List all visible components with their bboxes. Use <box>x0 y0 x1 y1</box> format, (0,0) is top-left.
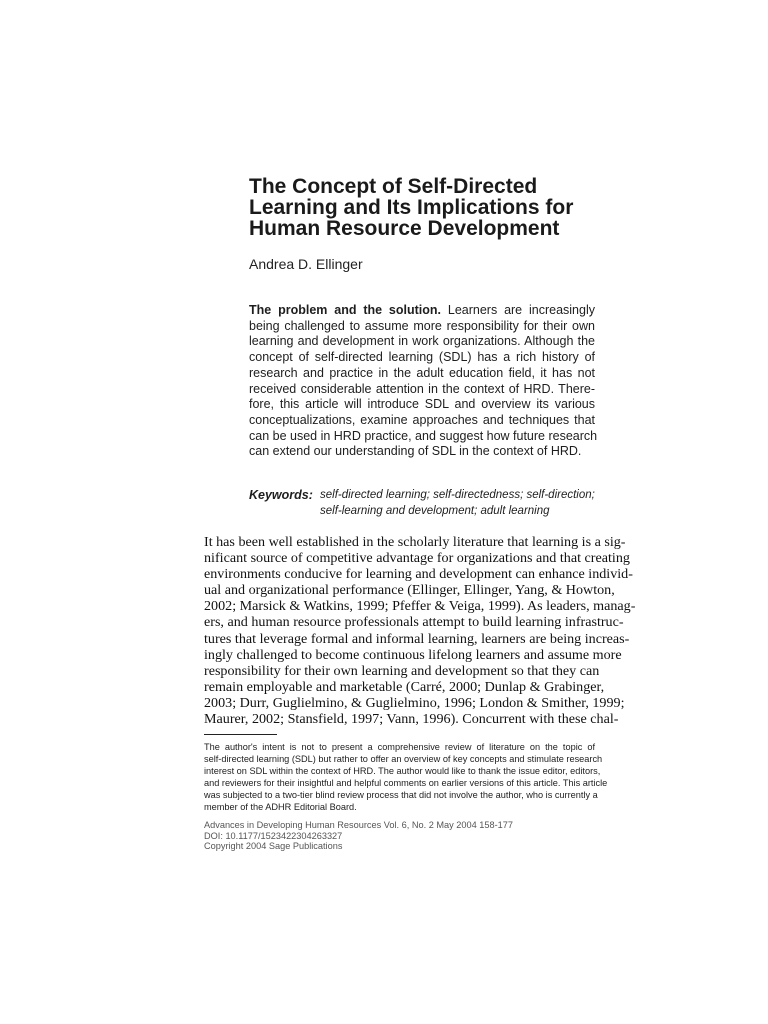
abstract-line: fore, this article will introduce SDL and overview its various <box>249 397 595 412</box>
footnote-line: member of the ADHR Editorial Board. <box>204 802 357 813</box>
abstract-line: can extend our understanding of SDL in the context of HRD. <box>249 444 582 459</box>
abstract-line: research and practice in the adult education field, it has not <box>249 365 595 380</box>
footnote-line: interest on SDL within the context of HRD. The author would like to thank the issue editor, editors, <box>204 766 601 777</box>
footnote-line: was subjected to a two-tier blind review process that did not involve the author, who is currently a <box>204 790 598 801</box>
journal-citation: Advances in Developing Human Resources Vol. 6, No. 2 May 2004 158-177 <box>204 820 513 830</box>
footnote-line: self-directed learning (SDL) but rather to offer an overview of key concepts and stimulate research <box>204 754 603 765</box>
abstract-line <box>249 303 595 319</box>
footnote-line: and reviewers for their insightful and helpful comments on earlier versions of this article. This article <box>204 778 608 789</box>
body-line: 2003; Durr, Guglielmino, & Guglielmino, 1996; London & Smither, 1999; <box>204 694 625 711</box>
abstract-line: being challenged to assume more responsibility for their own <box>249 318 595 333</box>
copyright: Copyright 2004 Sage Publications <box>204 841 343 852</box>
body-line: remain employable and marketable (Carré, 2000; Dunlap & Grabinger, <box>204 678 605 695</box>
abstract-line-text: Learners are increasingly <box>441 303 595 317</box>
body-paragraph <box>204 534 636 728</box>
doi: DOI: 10.1177/1523422304263327 <box>204 830 343 841</box>
footnote-divider <box>204 734 277 735</box>
body-line: environments conducive for learning and development can enhance individ- <box>204 566 633 583</box>
abstract <box>249 303 598 460</box>
body-line: ual and organizational performance (Ellinger, Ellinger, Yang, & Howton, <box>204 582 615 599</box>
body-line: ingly challenged to become continuous lifelong learners and assume more <box>204 646 622 663</box>
body-line: Maurer, 2002; Stansfield, 1997; Vann, 1996). Concurrent with these chal- <box>204 711 619 728</box>
title-line: Learning and Its Implications for <box>249 196 574 219</box>
title-line: Human Resource Development <box>249 217 560 240</box>
footnote <box>204 741 608 814</box>
keywords-line: self-directed learning; self-directedness; self-direction; <box>320 489 595 501</box>
body-line: ers, and human resource professionals attempt to build learning infrastruc- <box>204 614 624 631</box>
article-title <box>249 176 679 239</box>
keywords-label: Keywords: <box>249 488 313 502</box>
body-line: 2002; Marsick & Watkins, 1999; Pfeffer & Veiga, 1999). As leaders, manag- <box>204 598 636 615</box>
body-line: nificant source of competitive advantage for organizations and that creating <box>204 550 630 567</box>
body-line: responsibility for their own learning and development so that they can <box>204 662 600 679</box>
abstract-line: received considerable attention in the context of HRD. There- <box>249 381 595 396</box>
author-name: Andrea D. Ellinger <box>249 256 363 272</box>
body-line: It has been well established in the scholarly literature that learning is a sig- <box>204 534 626 550</box>
abstract-lead: The problem and the solution. <box>249 303 442 317</box>
abstract-line: conceptualizations, examine approaches and techniques that <box>249 412 595 427</box>
body-line: tures that leverage formal and informal learning, learners are being increas- <box>204 630 630 647</box>
keywords-line: self-learning and development; adult learning <box>320 505 550 517</box>
source-info <box>204 820 513 852</box>
abstract-line: concept of self-directed learning (SDL) has a rich history of <box>249 350 595 365</box>
footnote-line: The author's intent is not to present a comprehensive review of literature on the topic of <box>204 742 595 752</box>
abstract-line: learning and development in work organizations. Although the <box>249 334 595 349</box>
abstract-line: can be used in HRD practice, and suggest how future research <box>249 428 598 443</box>
title-line: The Concept of Self-Directed <box>249 175 538 198</box>
